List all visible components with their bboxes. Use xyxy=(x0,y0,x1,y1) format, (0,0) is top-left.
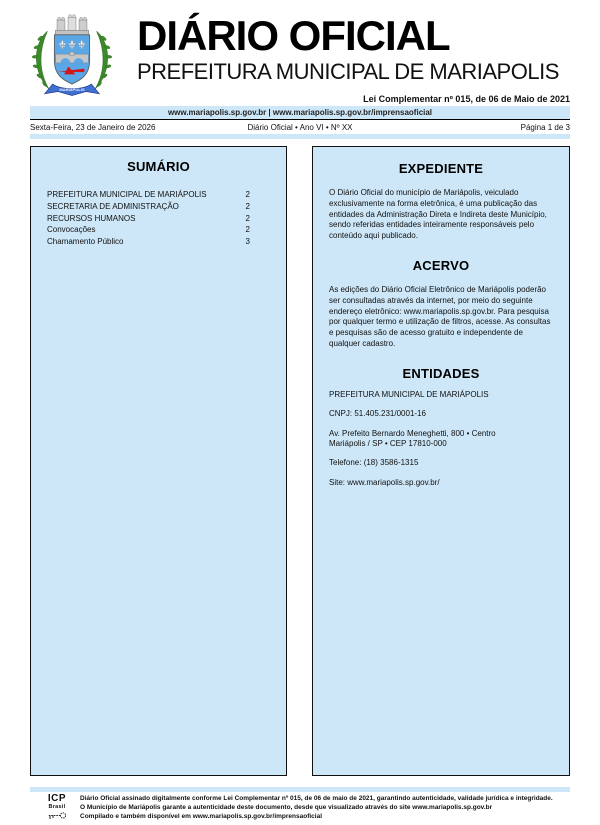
toc-entry-label: Chamamento Público xyxy=(47,237,124,247)
toc-entry xyxy=(47,225,270,236)
mural-crown xyxy=(55,15,88,35)
edition-date: Sexta-Feira, 23 de Janeiro de 2026 xyxy=(30,122,156,132)
entidades-title: ENTIDADES xyxy=(402,365,480,381)
expediente-text: O Diário Oficial do município de Mariápolis, veiculado exclusivamente na forma eletrônica, é uma publicação das entidades da Administração Direta e Indireta deste Município, sendo referidas entidades inteiramente responsáveis pelo conteúdo aqui publicado. xyxy=(329,188,547,241)
toc-entry xyxy=(47,190,270,201)
icp-logo-subtext: Brasil xyxy=(48,803,66,810)
law-reference: Lei Complementar nº 015, de 06 de Maio de 2021 xyxy=(363,94,570,105)
toc-entry-page: 2 xyxy=(245,213,250,223)
toc-entry-page: 3 xyxy=(245,237,250,247)
signature-notice-line: Compilado e também disponível em www.mariapolis.sp.gov.br/imprensaoficial xyxy=(80,812,323,820)
mariapolis-coat-of-arms xyxy=(28,8,116,102)
toc-entry xyxy=(47,214,270,225)
entity-phone: Telefone: (18) 3586-1315 xyxy=(329,458,419,468)
page-indicator: Página 1 de 3 xyxy=(520,122,570,132)
info-box xyxy=(312,146,570,776)
summary-title: SUMÁRIO xyxy=(127,159,190,174)
header-accent-bar xyxy=(30,134,570,139)
header-divider xyxy=(30,119,570,120)
laurel-right xyxy=(95,31,112,89)
laurel-left xyxy=(32,31,49,89)
acervo-title: ACERVO xyxy=(412,257,470,273)
toc-entry xyxy=(47,237,270,248)
summary-box xyxy=(30,146,287,776)
masthead xyxy=(137,14,570,104)
acervo-text: As edições do Diário Oficial Eletrônico de Mariápolis poderão ser consultadas através da internet, por meio do seguinte endereço eletrônico: www.mariapolis.sp.gov.br. Para pesquisa por qualquer termo e utilização de filtros, acesse. As consultas e pesquisas são de acesso gratuito e independente de qualquer cadastro. xyxy=(329,284,551,348)
edition-number: Diário Oficial • Ano VI • Nº XX xyxy=(247,122,353,132)
toc-entry xyxy=(47,202,270,213)
table-of-contents xyxy=(47,190,270,248)
gazette-subtitle: PREFEITURA MUNICIPAL DE MARIAPOLIS xyxy=(137,59,559,85)
toc-entry-page: 2 xyxy=(245,190,250,199)
toc-entry-page: 2 xyxy=(245,201,250,211)
toc-entry-label: RECURSOS HUMANOS xyxy=(47,213,136,223)
expediente-title: EXPEDIENTE xyxy=(398,161,484,176)
website-url-bar: www.mariapolis.sp.gov.br | www.mariapolis.sp.gov.br/imprensaoficial xyxy=(30,106,570,119)
shield xyxy=(54,35,89,84)
signature-notice-line: O Município de Mariápolis garante a autenticidade deste documento, desde que visualizado através do site www.mariapolis.sp.gov.br xyxy=(80,803,493,811)
toc-entry-label: PREFEITURA MUNICIPAL DE MARIÁPOLIS xyxy=(47,190,207,199)
entity-address: Av. Prefeito Bernardo Meneghetti, 800 • Centro Mariápolis / SP • CEP 17810-000 xyxy=(329,428,496,448)
key-icon xyxy=(46,811,68,820)
signature-notice-line: Diário Oficial assinado digitalmente conforme Lei Complementar nº 015, de 06 de maio de 2021, garantindo autenticidade, validade jurídica e integridade. xyxy=(80,795,553,802)
entity-cnpj: CNPJ: 51.405.231/0001-16 xyxy=(329,409,426,419)
ribbon-text: MARIÁPOLIS xyxy=(59,87,85,93)
toc-entry-label: SECRETARIA DE ADMINISTRAÇÃO xyxy=(47,201,179,211)
footer-accent-bar xyxy=(30,787,570,792)
ribbon xyxy=(45,84,100,95)
gazette-title: DIÁRIO OFICIAL xyxy=(137,12,450,59)
icp-logo-text: ICP xyxy=(47,793,67,804)
entity-name: PREFEITURA MUNICIPAL DE MARIÁPOLIS xyxy=(329,389,489,399)
icp-brasil-logo xyxy=(42,794,72,820)
toc-entry-label: Convocações xyxy=(47,225,96,235)
toc-entry-page: 2 xyxy=(245,225,250,235)
entity-site: Site: www.mariapolis.sp.gov.br/ xyxy=(329,477,440,487)
signature-notice xyxy=(80,795,582,821)
edition-info-row xyxy=(30,121,570,133)
